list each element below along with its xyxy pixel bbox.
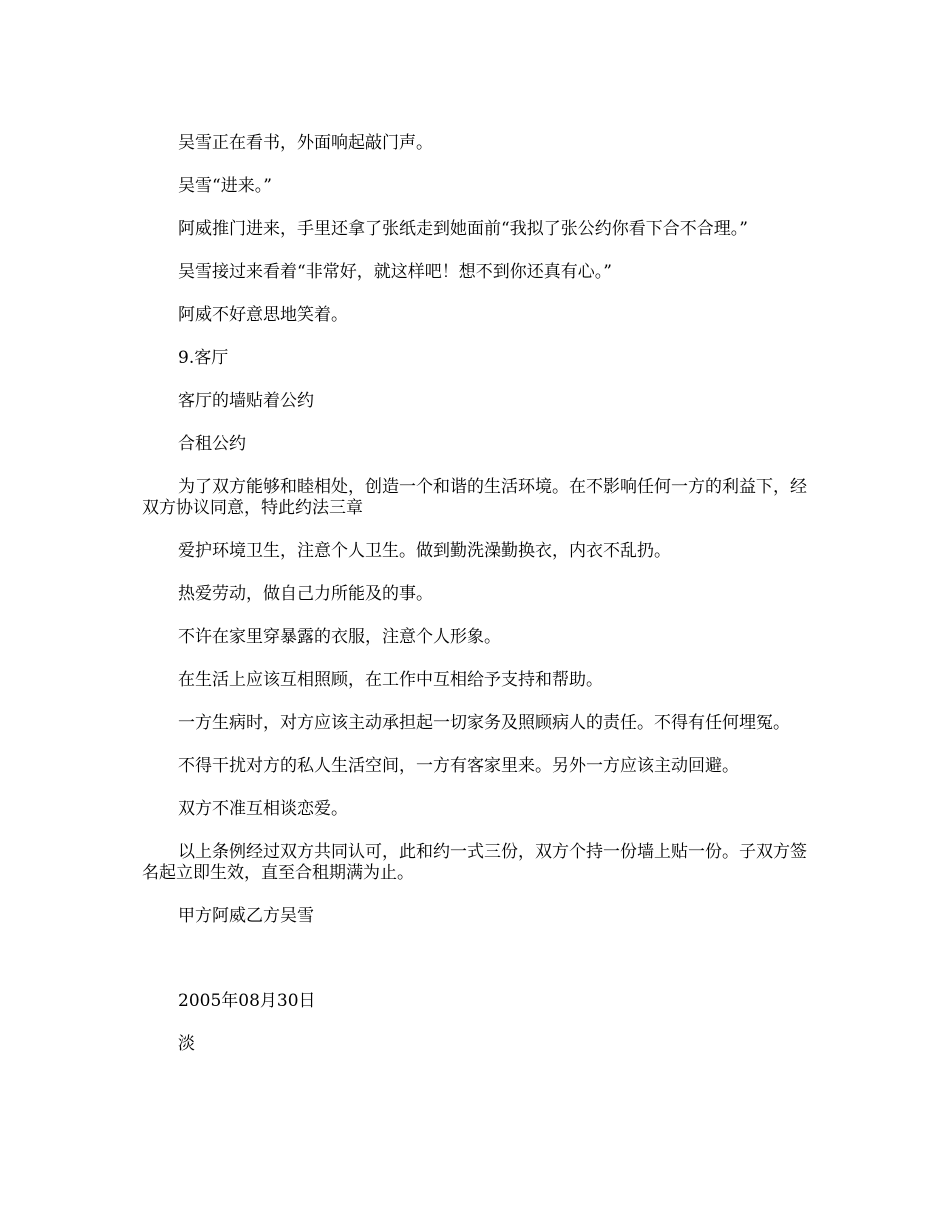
paragraph-5: 阿威不好意思地笑着。: [178, 305, 348, 325]
scene-heading: 9.客厅: [178, 348, 229, 368]
rule-1: 爱护环境卫生，注意个人卫生。做到勤洗澡勤换衣，内衣不乱扔。: [178, 541, 671, 561]
agreement-closing: 以上条例经过双方共同认可，此和约一式三份，双方个持一份墙上贴一份。子双方签名起立即生效，直至合租期满为止。: [142, 842, 807, 883]
rule-5: 一方生病时，对方应该主动承担起一切家务及照顾病人的责任。不得有任何埋冤。: [178, 713, 790, 733]
agreement-preamble: 为了双方能够和睦相处，创造一个和谐的生活环境。在不影响任何一方的利益下，经双方协议同意，特此约法三章: [142, 477, 807, 518]
rule-3: 不许在家里穿暴露的衣服，注意个人形象。: [178, 627, 501, 647]
paragraph-3: 阿威推门进来，手里还拿了张纸走到她面前“我拟了张公约你看下合不合理。”: [178, 219, 748, 239]
paragraph-1: 吴雪正在看书，外面响起敲门声。: [178, 133, 433, 153]
rule-4: 在生活上应该互相照顾，在工作中互相给予支持和帮助。: [178, 670, 603, 690]
paragraph-4: 吴雪接过来看着“非常好，就这样吧！想不到你还真有心。”: [178, 262, 612, 282]
rule-2: 热爱劳动，做自己力所能及的事。: [178, 584, 433, 604]
agreement-title: 合租公约: [178, 434, 246, 454]
paragraph-last: 淡: [178, 1034, 195, 1054]
rule-6: 不得干扰对方的私人生活空间，一方有客家里来。另外一方应该主动回避。: [178, 756, 739, 776]
paragraph-2: 吴雪“进来。”: [178, 176, 272, 196]
signatures: 甲方阿威乙方吴雪: [178, 906, 314, 926]
agreement-date: 2005年08月30日: [178, 991, 316, 1011]
rule-7: 双方不准互相谈恋爱。: [178, 799, 348, 819]
paragraph-7: 客厅的墙贴着公约: [178, 391, 314, 411]
document-body: [142, 133, 817, 1077]
